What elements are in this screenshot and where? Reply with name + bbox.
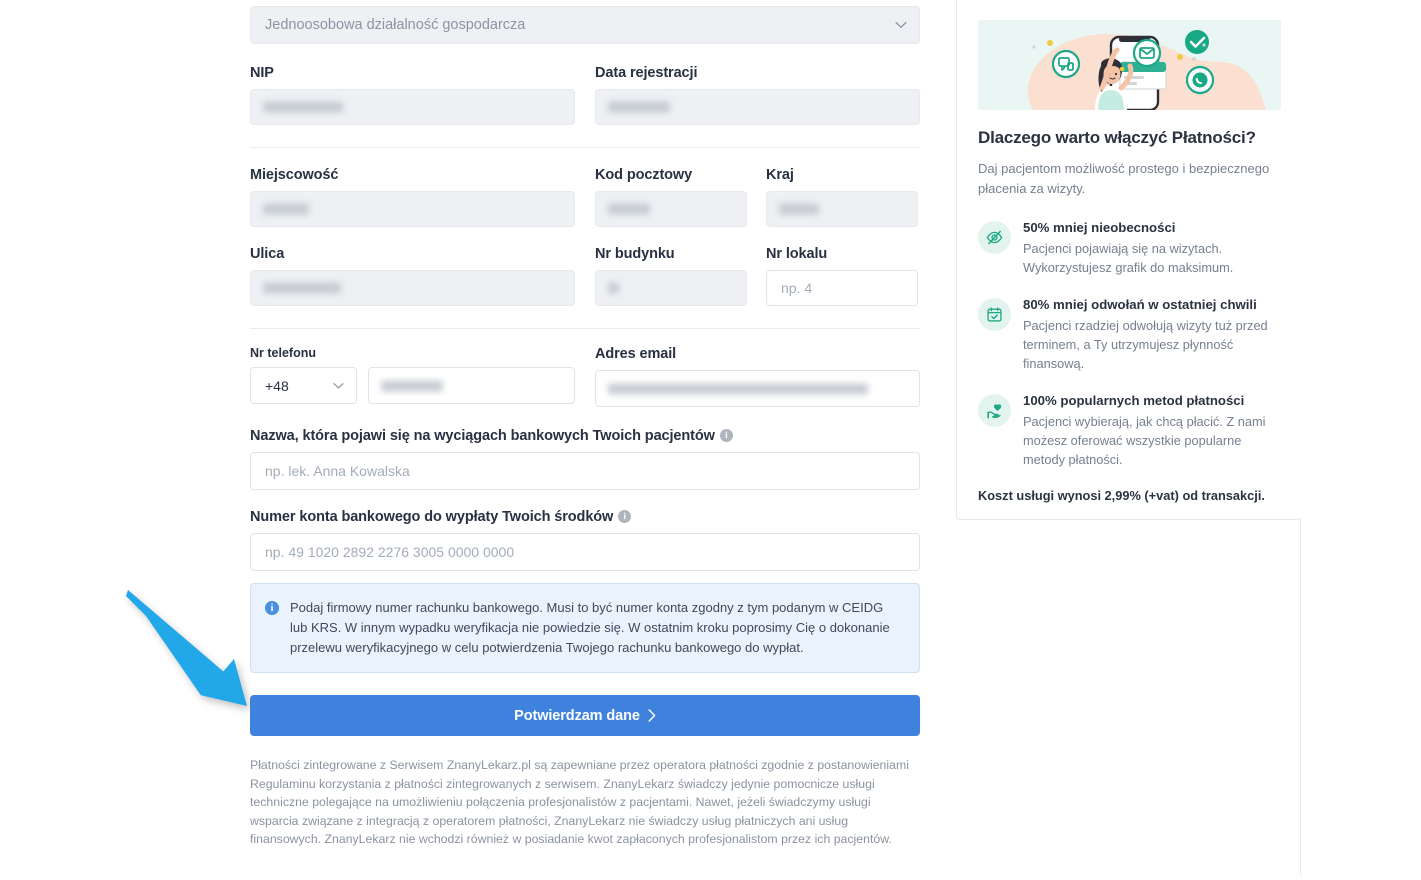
chevron-right-icon <box>648 709 656 722</box>
benefit-title: 100% popularnych metod płatności <box>1023 393 1245 408</box>
statement-name-input[interactable] <box>250 452 920 490</box>
city-label: Miejscowość <box>250 167 339 183</box>
phone-number-field-wrap <box>368 367 575 404</box>
phone-prefix-select[interactable] <box>250 367 357 404</box>
benefit-description: Pacjenci rzadziej odwołują wizyty tuż przed terminem, a Ty utrzymujesz płynność finansową. <box>1023 318 1268 371</box>
nip-redacted-value <box>263 102 343 113</box>
bank-account-input[interactable] <box>250 533 920 571</box>
business-type-select[interactable] <box>250 6 920 44</box>
postal-code-label: Kod pocztowy <box>595 167 693 183</box>
bank-account-label <box>250 508 920 526</box>
phone-redacted-value <box>381 380 443 391</box>
phone-label: Nr telefonu <box>250 346 316 360</box>
bank-account-label-text: Numer konta bankowego do wypłaty Twoich środków <box>250 509 614 525</box>
nip-field-wrap <box>250 89 575 125</box>
benefit-title: 50% mniej nieobecności <box>1023 220 1176 235</box>
street-label: Ulica <box>250 246 285 262</box>
service-cost-text: Koszt usługi wynosi 2,99% (+vat) od transakcji. <box>978 488 1265 503</box>
apartment-no-label: Nr lokalu <box>766 246 828 262</box>
info-icon[interactable]: i <box>618 510 631 523</box>
apartment-no-input[interactable] <box>766 270 918 306</box>
benefit-description: Pacjenci wybierają, jak chcą płacić. Z nami możesz oferować wszystkie popularne metody płatności. <box>1023 414 1266 467</box>
hand-heart-icon <box>978 394 1011 427</box>
city-field-wrap <box>250 191 575 227</box>
statement-name-label-text: Nazwa, która pojawi się na wyciągach bankowych Twoich pacjentów <box>250 428 715 444</box>
country-field-wrap <box>766 191 918 227</box>
legal-footnote: Płatności zintegrowane z Serwisem ZnanyLekarz.pl są zapewniane przez operatora płatności zgodnie z postanowieniami Regulaminu korzystania z płatności zintegrowanych z serwisem. ZnanyLekarz świadczy jedynie pomocnicze usługi techniczne polegające na umożliwieniu połączenia profesjonalistów z pacjentami. Nawet, jeżeli świadczymy usługi wsparcia związane z integracją z operatorem płatności, ZnanyLekarz nie świadczy usług płatniczych ani usług finansowych. ZnanyLekarz nie wchodzi również w posiadanie kwot zapłaconych profesjonalistom przez ich pacjentów. <box>250 758 909 846</box>
email-redacted-value <box>608 383 868 394</box>
phone-prefix-value: +48 <box>250 367 357 404</box>
section-divider-contact <box>250 328 920 329</box>
postal-code-field-wrap <box>595 191 747 227</box>
info-icon[interactable]: i <box>720 429 733 442</box>
email-field-wrap <box>595 370 920 407</box>
eye-off-icon <box>978 221 1011 254</box>
payments-illustration <box>978 20 1281 110</box>
street-redacted-value <box>263 283 341 294</box>
confirm-data-button-label: Potwierdzam dane <box>514 707 640 724</box>
bank-account-info-callout <box>250 583 920 673</box>
building-no-redacted-value <box>608 283 619 294</box>
section-divider-address <box>250 147 920 148</box>
country-label: Kraj <box>766 167 794 183</box>
calendar-check-icon <box>978 298 1011 331</box>
benefit-item <box>978 219 1280 277</box>
building-no-field-wrap <box>595 270 747 306</box>
benefit-item <box>978 392 1280 469</box>
registration-date-redacted-value <box>608 102 670 113</box>
callout-text: Podaj firmowy numer rachunku bankowego. Musi to być numer konta zgodny z tym podanym w CEIDG lub KRS. W innym wypadku weryfikacja nie powiedzie się. W ostatnim kroku poprosimy Cię o dokonanie przelewu weryfikacyjnego w celu potwierdzenia Twojego rachunku bankowego do wypłat. <box>290 600 890 655</box>
info-icon: i <box>265 601 279 615</box>
city-redacted-value <box>263 204 309 215</box>
business-type-value: Jednoosobowa działalność gospodarcza <box>250 6 920 44</box>
street-field-wrap <box>250 270 575 306</box>
country-redacted-value <box>779 204 819 215</box>
card-title: Dlaczego warto włączyć Płatności? <box>978 128 1256 147</box>
registration-date-field-wrap <box>595 89 920 125</box>
nip-label: NIP <box>250 65 274 81</box>
card-subtitle: Daj pacjentom możliwość prostego i bezpiecznego płacenia za wizyty. <box>978 161 1270 196</box>
benefit-description: Pacjenci pojawiają się na wizytach. Wykorzystujesz grafik do maksimum. <box>1023 241 1234 275</box>
confirm-data-button[interactable] <box>250 695 920 736</box>
why-payments-card <box>956 0 1301 520</box>
email-label: Adres email <box>595 346 677 362</box>
registration-date-label: Data rejestracji <box>595 65 698 81</box>
postal-code-redacted-value <box>608 204 650 215</box>
benefit-item <box>978 296 1280 373</box>
benefit-title: 80% mniej odwołań w ostatniej chwili <box>1023 297 1257 312</box>
building-no-label: Nr budynku <box>595 246 675 262</box>
statement-name-label <box>250 427 920 445</box>
company-details-form <box>250 0 920 849</box>
